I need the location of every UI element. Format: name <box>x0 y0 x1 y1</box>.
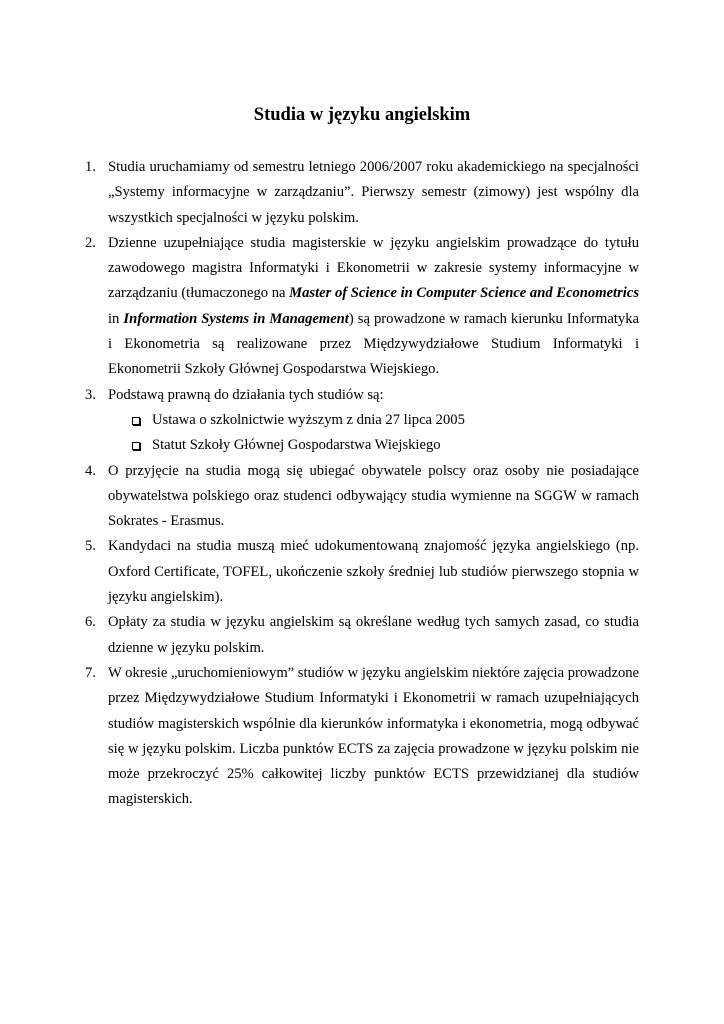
list-item-6 <box>85 610 639 661</box>
list-number: 5. <box>85 538 96 555</box>
list-number: 2. <box>85 234 96 251</box>
list-number: 6. <box>85 614 96 631</box>
page-title: Studia w języku angielskim <box>253 105 471 125</box>
list-item-text: Podstawą prawną do działania tych studiów są: <box>108 386 384 403</box>
sub-list-item-text: Statut Szkoły Głównej Gospodarstwa Wiejskiego <box>152 437 441 454</box>
list-number: 4. <box>85 462 96 479</box>
list-item-text: Kandydaci na studia muszą mieć udokumentowaną znajomość języka angielskiego (np. Oxford Certificate, TOFEL, ukończenie szkoły średniej lub studiów pierwszego stopnia w języku angielskim). <box>108 538 639 606</box>
list-item-text: ) są prowadzone w ramach kierunku Informatyka i Ekonometria są realizowane przez Międzywydziałowe Studium Informatyki i Ekonometrii Szkoły Głównej Gospodarstwa Wiejskiego. <box>108 310 639 378</box>
square-bullet-icon <box>132 442 140 450</box>
list-item-7 <box>85 661 639 813</box>
sub-list-item <box>108 408 639 433</box>
list-item-text: O przyjęcie na studia mogą się ubiegać obywatele polscy oraz osoby nie posiadające obywatelstwa polskiego oraz studenci odbywający studia wymienne na SGGW w ramach Sokrates - Erasmus. <box>108 462 639 530</box>
legal-basis-list <box>108 408 639 459</box>
numbered-list <box>85 155 639 813</box>
list-item-text: Studia uruchamiamy od semestru letniego 2006/2007 roku akademickiego na specjalności „Systemy informacyjne w zarządzaniu”. Pierwszy semestr (zimowy) jest wspólny dla wszystkich specjalności w języku polskim. <box>108 159 639 226</box>
specialization-emphasis: Information Systems in Management <box>123 310 349 327</box>
list-item-text: Opłaty za studia w języku angielskim są określane według tych samych zasad, co studia dzienne w języku polskim. <box>108 614 639 656</box>
list-item-text: W okresie „uruchomieniowym” studiów w języku angielskim niektóre zajęcia prowadzone przez Międzywydziałowe Studium Informatyki i Ekonometrii w ramach uzupełniających studiów magisterskich wspólnie dla kierunków informatyka i ekonometria, mogą odbywać się w języku polskim. Liczba punktów ECTS za zajęcia prowadzone w języku polskim nie może przekroczyć 25% całkowitej liczby punktów ECTS przewidzianej dla studiów magisterskich. <box>108 664 640 808</box>
list-number: 7. <box>85 664 96 681</box>
list-item-5 <box>85 534 639 610</box>
degree-name-emphasis: Master of Science in Computer Science and Econometrics <box>289 285 639 302</box>
list-item-text: in <box>108 310 124 327</box>
sub-list-item <box>108 433 639 458</box>
square-bullet-icon <box>132 417 140 425</box>
sub-list-item-text: Ustawa o szkolnictwie wyższym z dnia 27 lipca 2005 <box>152 411 465 428</box>
list-item-3 <box>85 383 639 459</box>
list-item-text: Dzienne uzupełniające studia magisterskie w języku angielskim prowadzące do tytułu zawodowego magistra Informatyki i Ekonometrii w zakresie systemy informacyjne w zarządzaniu (tłumaczonego na <box>108 234 639 302</box>
list-number: 1. <box>85 159 96 175</box>
list-item-2 <box>85 231 639 383</box>
list-number: 3. <box>85 386 96 403</box>
list-item-4 <box>85 459 639 535</box>
list-item-1 <box>85 155 639 231</box>
